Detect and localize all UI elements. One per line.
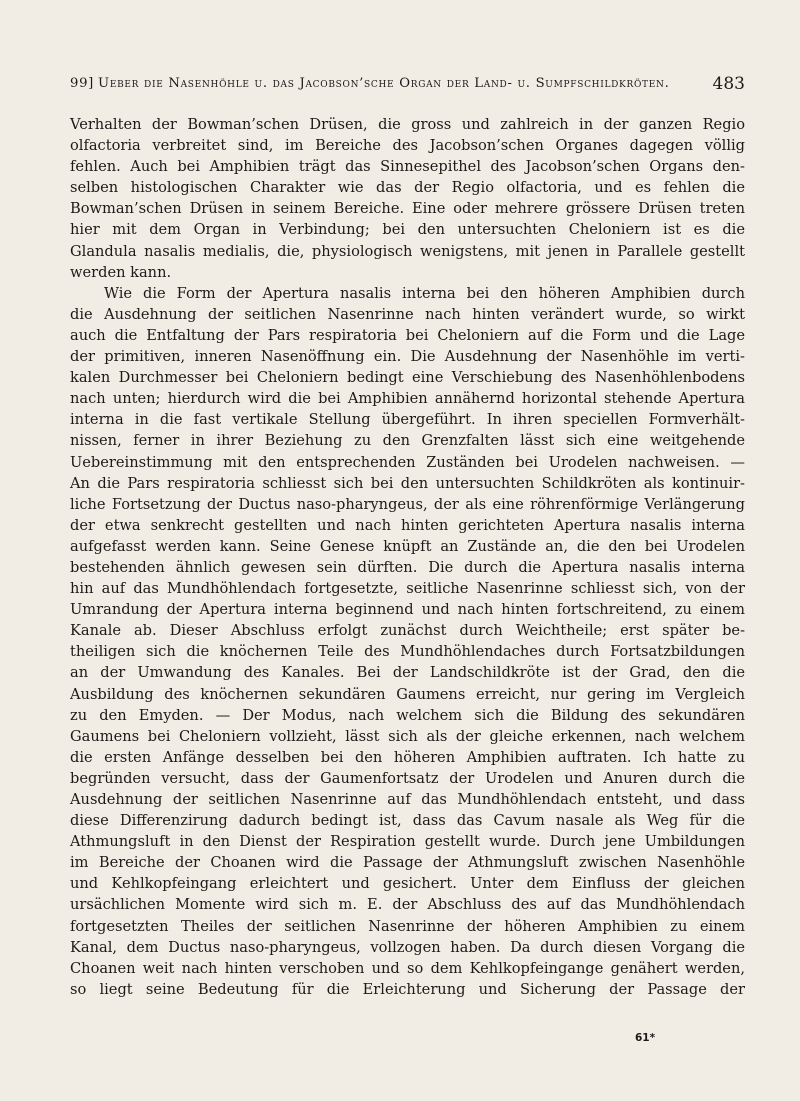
text-line: Ausdehnung der seitlichen Nasenrinne auf das Mundhöhlendach entsteht, und dass [70,791,745,808]
text-line: die Ausdehnung der seitlichen Nasenrinne nach hinten verändert wurde, so wirkt [70,305,745,323]
page-number: 483 [712,74,745,94]
text-line: an der Umwandung des Kanales. Bei der Landschildkröte ist der Grad, den die [70,664,745,682]
text-line: hin auf das Mundhöhlendach fortgesetzte, seitliche Nasenrinne schliesst sich, von der [70,580,745,598]
text-line: olfactoria verbreitet sind, im Bereiche des Jacobson’schen Organes dagegen völlig [70,137,745,155]
text-line: zu den Emyden. — Der Modus, nach welchem sich die Bildung des sekundären [70,706,745,724]
text-line: und Kehlkopfeingang erleichtert und gesichert. Unter dem Einfluss der gleichen [70,875,745,893]
text-line: auch die Entfaltung der Pars respiratoria bei Cheloniern auf die Form und die Lage [70,326,745,344]
text-line: An die Pars respiratoria schliesst sich bei den untersuchten Schildkröten als kontinuir- [70,474,745,492]
text-line: interna in die fast vertikale Stellung übergeführt. In ihren speciellen Formverhält- [70,411,745,429]
text-line: im Bereiche der Choanen wird die Passage der Athmungsluft zwischen Nasenhöhle [70,854,745,872]
text-line: Verhalten der Bowman’schen Drüsen, die gross und zahlreich in der ganzen Regio [70,116,745,133]
text-line: aufgefasst werden kann. Seine Genese knüpft an Zustände an, die den bei Urodelen [70,537,745,555]
text-line: die ersten Anfänge desselben bei den höheren Amphibien auftraten. Ich hatte zu [70,748,745,766]
text-line: theiligen sich die knöchernen Teile des Mundhöhlendaches durch Fortsatzbildungen [70,643,745,661]
running-title: Ueber die Nasenhöhle u. das Jacobson’sche Organ der Land- u. Sumpfschildkröten. [98,76,670,91]
body-text [70,114,745,1000]
text-line: kalen Durchmesser bei Cheloniern bedingt eine Verschiebung des Nasenhöhlenbodens [70,369,745,387]
text-line: Wie die Form der Apertura nasalis interna bei den höheren Amphibien durch [104,284,745,302]
text-line: Glandula nasalis medialis, die, physiologisch wenigstens, mit jenen in Parallele gestellt [70,242,745,260]
text-line: der etwa senkrecht gestellten und nach hinten gerichteten Apertura nasalis interna [70,516,745,534]
text-line: diese Differenzirung dadurch bedingt ist, dass das Cavum nasale als Weg für die [70,812,745,830]
text-line: Athmungsluft in den Dienst der Respiration gestellt wurde. Durch jene Umbildungen [70,833,745,851]
signature-mark: 61* [635,1032,656,1044]
text-line: Bowman’schen Drüsen in seinem Bereiche. Eine oder mehrere grössere Drüsen treten [70,200,745,218]
text-line: Choanen weit nach hinten verschoben und so dem Kehlkopfeingange genähert werden, [70,959,745,977]
text-line: bestehenden ähnlich gewesen sein dürften. Die durch die Apertura nasalis interna [70,558,745,576]
text-line: hier mit dem Organ in Verbindung; bei den untersuchten Cheloniern ist es die [70,221,745,239]
running-header [70,76,745,100]
text-line: liche Fortsetzung der Ductus naso-pharyngeus, der als eine röhrenförmige Verlängerung [70,495,745,513]
text-line: nissen, ferner in ihrer Beziehung zu den Grenzfalten lässt sich eine weitgehende [70,432,745,450]
text-line: werden kann. [70,263,172,281]
text-line: der primitiven, inneren Nasenöffnung ein. Die Ausdehnung der Nasenhöhle im verti- [70,348,745,366]
text-line: Ausbildung des knöchernen sekundären Gaumens erreicht, nur gering im Vergleich [70,685,745,703]
text-line: Kanal, dem Ductus naso-pharyngeus, vollzogen haben. Da durch diesen Vorgang die [70,938,745,956]
text-line: nach unten; hierdurch wird die bei Amphibien annähernd horizontal stehende Apertura [70,390,745,408]
text-line: Kanale ab. Dieser Abschluss erfolgt zunächst durch Weichtheile; erst später be- [70,622,745,640]
text-line: begründen versucht, dass der Gaumenfortsatz der Urodelen und Anuren durch die [70,769,745,787]
text-line: Umrandung der Apertura interna beginnend und nach hinten fortschreitend, zu einem [70,601,745,619]
section-number: 99] [70,76,95,91]
text-line: selben histologischen Charakter wie das der Regio olfactoria, und es fehlen die [70,179,745,197]
text-line: fortgesetzten Theiles der seitlichen Nasenrinne der höheren Amphibien zu einem [70,917,745,935]
text-line: Gaumens bei Cheloniern vollzieht, lässt sich als der gleiche erkennen, nach welchem [70,727,745,745]
text-line: Uebereinstimmung mit den entsprechenden Zuständen bei Urodelen nachweisen. — [70,453,745,471]
text-line: ursächlichen Momente wird sich m. E. der Abschluss des auf das Mundhöhlendach [70,896,745,914]
text-line: so liegt seine Bedeutung für die Erleichterung und Sicherung der Passage der [70,980,745,998]
text-line: fehlen. Auch bei Amphibien trägt das Sinnesepithel des Jacobson’schen Organs den- [70,158,745,176]
